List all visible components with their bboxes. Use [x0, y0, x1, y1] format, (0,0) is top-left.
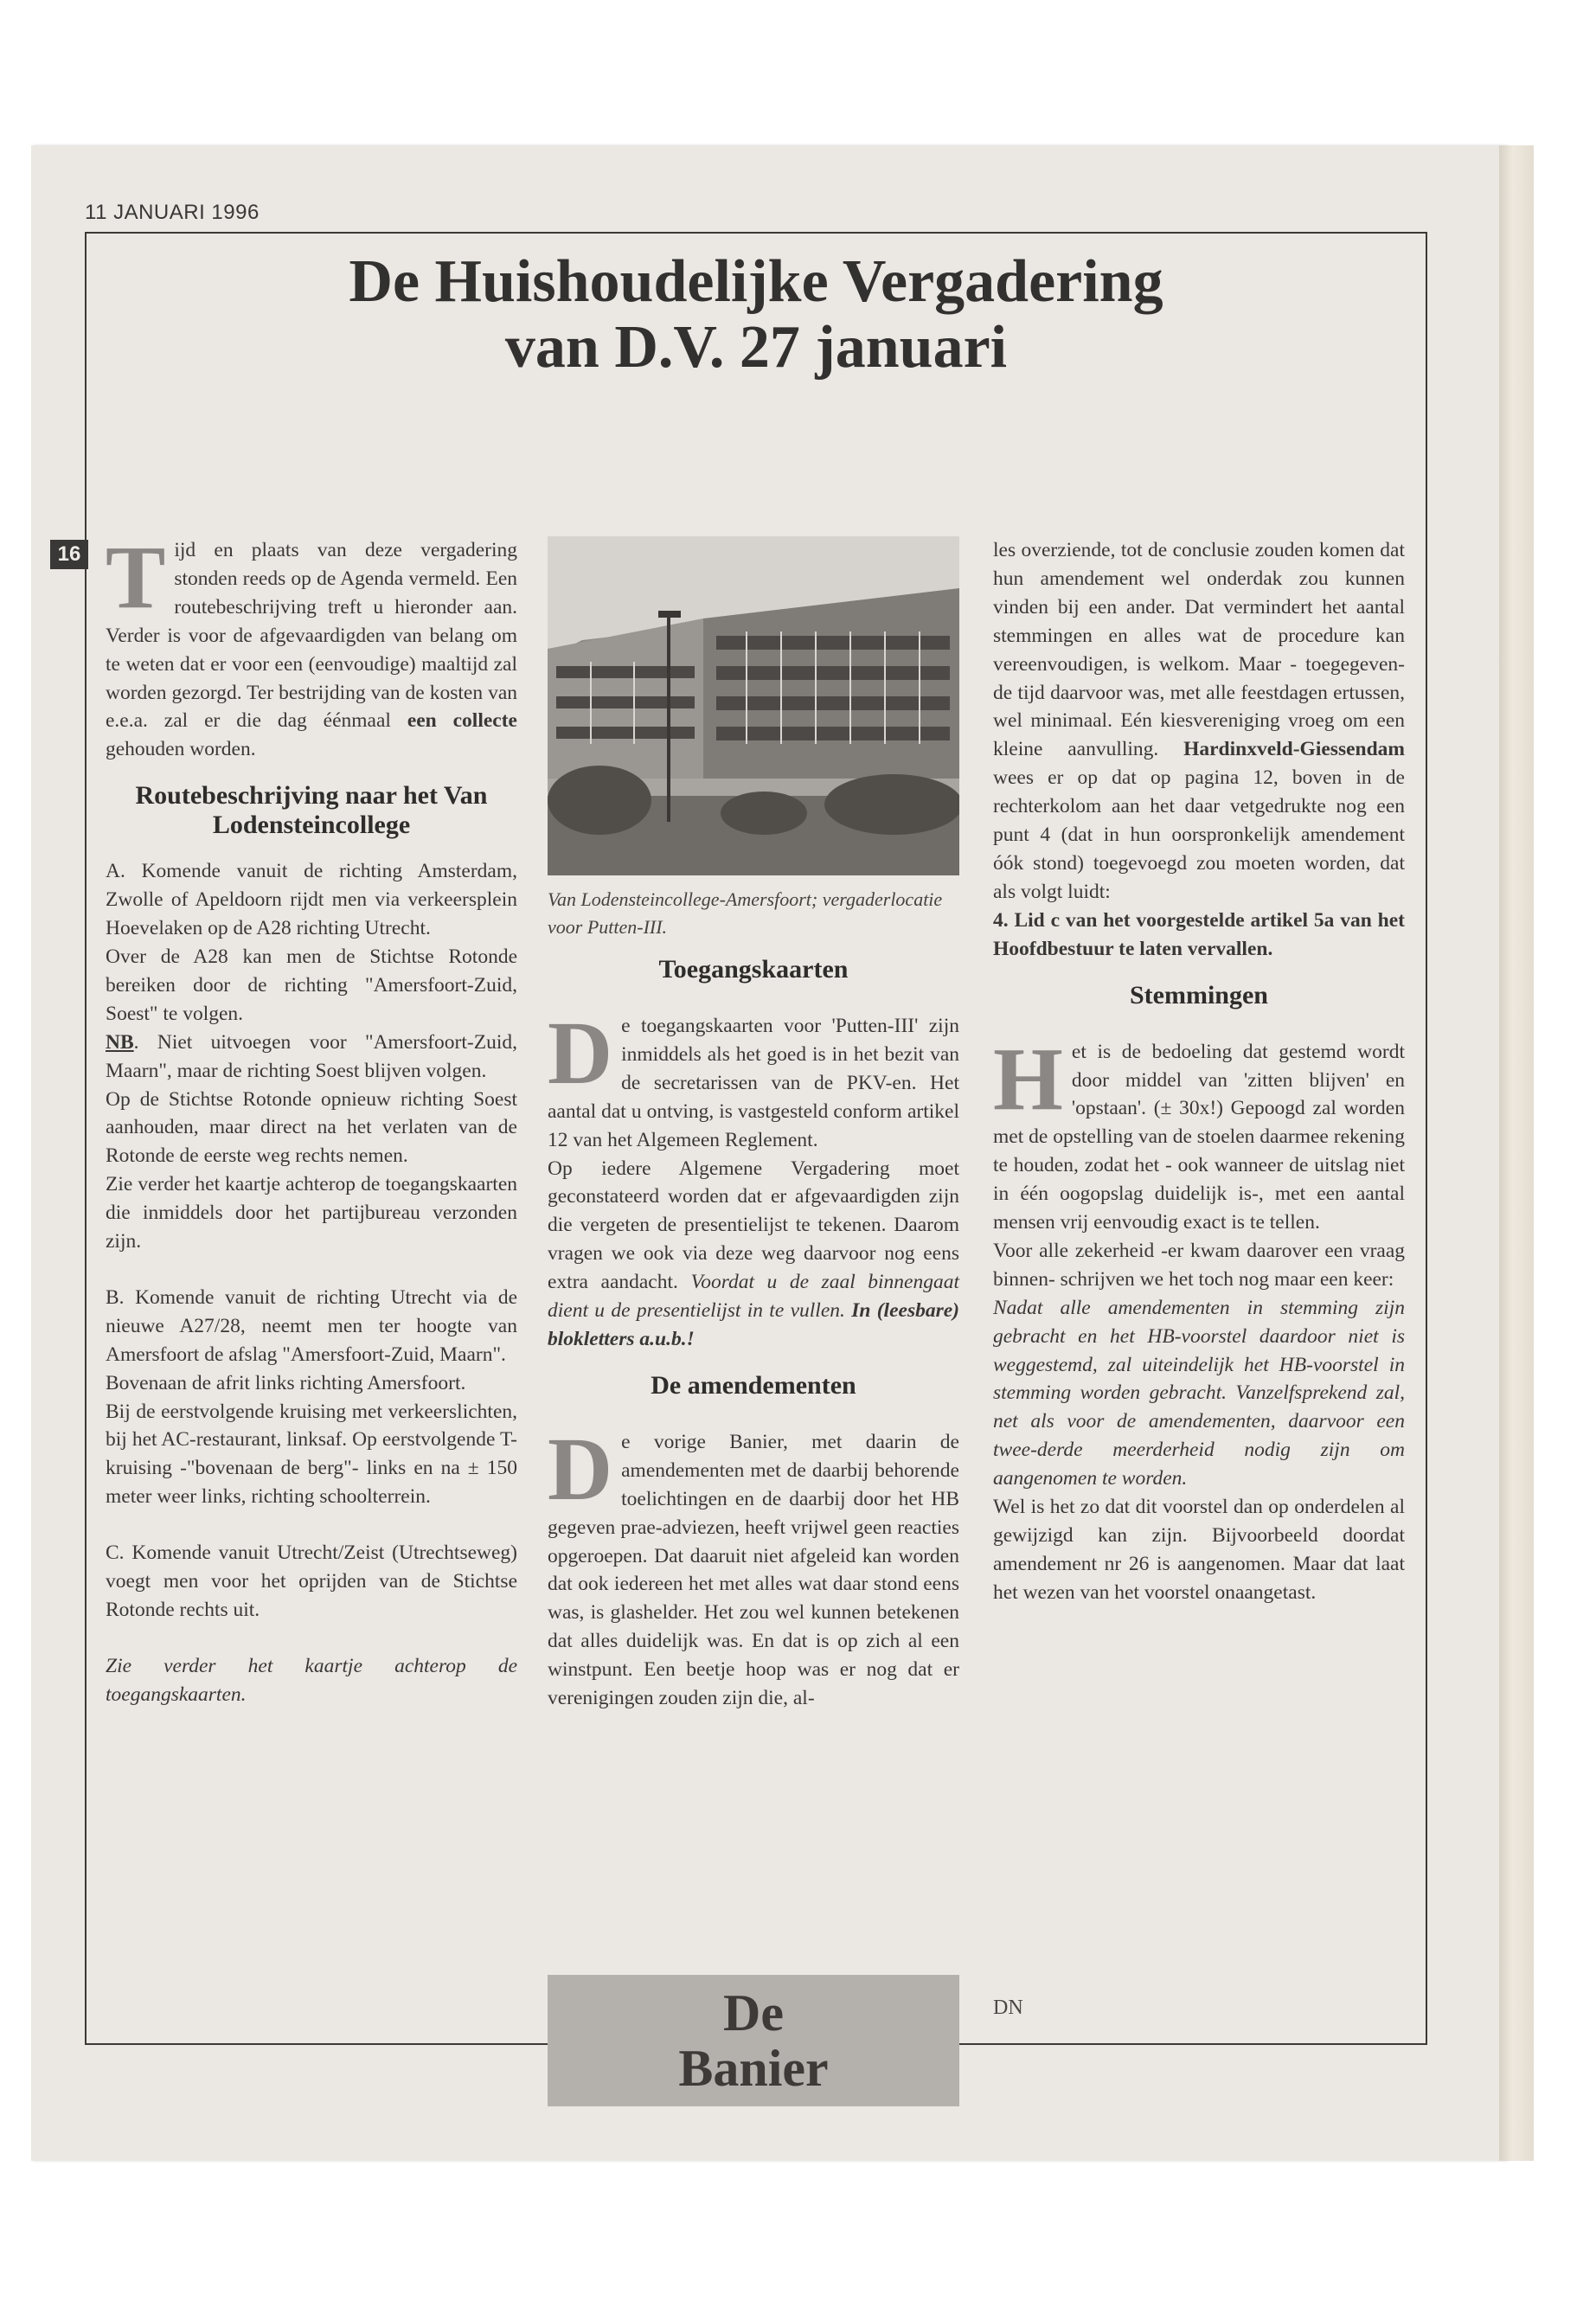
amendments-continued: les overziende, tot de conclusie zouden komen dat hun amendement wel onderdak zou kunnen vinden bij een ander. Dat vermindert het aantal stemmingen en alles wat de procedure kan vereenvoudigen, is welkom. Maar - toegegeven- de tijd daarvoor was, met alle feestdagen ertussen, wel minimaal. Eén kiesvereniging vroeg om een kleine aanvulling. Hardinxveld-Giessendam wees er op dat op pagina 12, boven in de rechterkolom aan het daar vetgedrukte nog een punt 4 (dat in hun oorspronkelijk amendement óók stond) toegevoegd zou moeten worden, dat als volgt luidt:: [993, 539, 1405, 903]
votes-paragraph-2: Voor alle zekerheid -er kwam daarover een vraag binnen- schrijven we het toch nog maar een keer:: [993, 1239, 1405, 1291]
route-b-1: B. Komende vanuit de richting Utrecht via de nieuwe A27/28, neemt men ter hoogte van Amersfoort de afslag "Amersfoort-Zuid, Maarn".: [106, 1285, 517, 1366]
votes-paragraph-3: Wel is het zo dat dit voorstel dan op onderdelen al gewijzigd kan zijn. Bijvoorbeeld doordat amendement nr 26 is aangenomen. Maar dat laat het wezen van het voorstel onaangetast.: [993, 1496, 1405, 1604]
issue-date: 11 JANUARI 1996: [85, 201, 260, 224]
amendments-heading: De amendementen: [651, 1370, 856, 1400]
banier-logo-line-2: Banier: [678, 2040, 829, 2097]
votes-italic-paragraph: Nadat alle amendementen in stemming zijn gebracht en het HB-voorstel daardoor niet is weggestemd, zal uiteindelijk het HB-voorstel in stemming worden gebracht. Vanzelfsprekend zal, net als voor de amendementen, daarvoor een twee-derde meerderheid nodig zijn om aangenomen te worden.: [993, 1296, 1405, 1490]
banier-logo: [548, 1975, 959, 2106]
intro-paragraph: Tijd en plaats van deze vergadering stonden reeds op de Agenda vermeld. Een routebeschrijving treft u hieronder aan. Verder is voor de afgevaardigden van belang om te weten dat er voor een (eenvoudige) maaltijd zal worden gezorgd. Ter bestrijding van de kosten van e.e.a. zal er die dag éénmaal een collecte gehouden worden.: [106, 528, 517, 761]
route-a-5: Zie verder het kaartje achterop de toegangskaarten die inmiddels door het partijbureau verzonden zijn.: [106, 1173, 517, 1253]
route-b-3: Bij de eerstvolgende kruising met verkeerslichten, bij het AC-restaurant, linksaf. Op eerstvolgende T-kruising -"bovenaan de berg"- links en na ± 150 meter weer links, richting schoolterrein.: [106, 1400, 517, 1509]
tickets-heading: Toegangskaarten: [658, 955, 849, 984]
route-closing: Zie verder het kaartje achterop de toegangskaarten.: [106, 1654, 517, 1706]
route-a-3: NB. Niet uitvoegen voor "Amersfoort-Zuid, Maarn", maar de richting Soest blijven volgen.: [106, 1030, 517, 1082]
route-heading: Routebeschrijving naar het Van Lodensteincollege: [135, 781, 488, 840]
title-line-1: De Huishoudelijke Vergadering: [349, 248, 1163, 315]
votes-paragraph: Het is de bedoeling dat gestemd wordt door middel van 'zitten blijven' en 'opstaan'. (± 30x!) Gepoogd zal worden met de opstelling van de stoelen daarmee rekening te houden, zodat het - ook wanneer de uitslag niet in één oogopslag duidelijk is-, met een aantal mensen vrij eenvoudig exact is te tellen.: [993, 1029, 1405, 1234]
route-b-2: Bovenaan de afrit links richting Amersfoort.: [106, 1371, 466, 1394]
votes-heading: Stemmingen: [1130, 980, 1268, 1009]
drop-cap: H: [993, 1029, 1063, 1129]
photo-caption: Van Lodensteincollege-Amersfoort; vergaderlocatie voor Putten-III.: [548, 888, 943, 938]
page-edge: [1499, 145, 1534, 2161]
drop-cap: T: [106, 528, 166, 627]
title-line-2: van D.V. 27 januari: [504, 314, 1008, 381]
column-1: [106, 528, 517, 1709]
school-photo: [548, 536, 959, 875]
drop-cap: D: [548, 1003, 613, 1103]
tickets-paragraph: De toegangskaarten voor 'Putten-III' zijn inmiddels als het goed is in het bezit van de secretarissen van de PKV-en. Het aantal dat u ontving, is vastgesteld conform artikel 12 van het Algemeen Reglement.: [548, 1003, 959, 1151]
page-margin: [1534, 145, 1596, 2161]
page-number: 16: [50, 540, 88, 569]
column-3: [993, 536, 1405, 1607]
column-2: [548, 955, 959, 1713]
tickets-paragraph-2: Op iedere Algemene Vergadering moet geconstateerd worden dat er afgevaardigden zijn die vergeten de presentielijst te tekenen. Daarom vragen we ook via deze weg daarvoor nog eens extra aandacht. Voordat u de zaal binnengaat dient u de presentielijst in te vullen. In (leesbare) blokletters a.u.b.!: [548, 1157, 959, 1350]
route-a-2: Over de A28 kan men de Stichtse Rotonde bereiken door de richting "Amersfoort-Zuid, Soest" te volgen.: [106, 945, 517, 1025]
route-a-1: A. Komende vanuit de richting Amsterdam, Zwolle of Apeldoorn rijdt men via verkeersplein Hoevelaken op de A28 richting Utrecht.: [106, 860, 517, 940]
route-a-4: Op de Stichtse Rotonde opnieuw richting Soest aanhouden, maar direct na het verlaten van de Rotonde de eerste weg rechts nemen.: [106, 1087, 517, 1168]
amendments-paragraph: De vorige Banier, met daarin de amendementen met de daarbij behorende toelichtingen en de daarbij door het HB gegeven prae-adviezen, heeft vrijwel geen reacties opgeroepen. Dat daaruit niet afgeleid kan worden dat ook iedereen het met alles wat daar stond eens was, is glashelder. Het zou wel kunnen betekenen dat alles duidelijk was. En dat is op zich al een winstpunt. Een beetje hoop was er nog dat er verenigingen zouden zijn die, al-: [548, 1419, 959, 1710]
author-signature: DN: [993, 1997, 1023, 2019]
amendment-point-4: 4. Lid c van het voorgestelde artikel 5a van het Hoofdbestuur te laten vervallen.: [993, 908, 1405, 960]
drop-cap: D: [548, 1419, 613, 1519]
building-illustration: [548, 536, 959, 875]
article-title: [87, 249, 1426, 381]
route-c-1: C. Komende vanuit Utrecht/Zeist (Utrechtseweg) voegt men voor het oprijden van de Stichtse Rotonde rechts uit.: [106, 1541, 517, 1621]
banier-logo-line-1: De: [723, 1984, 784, 2041]
